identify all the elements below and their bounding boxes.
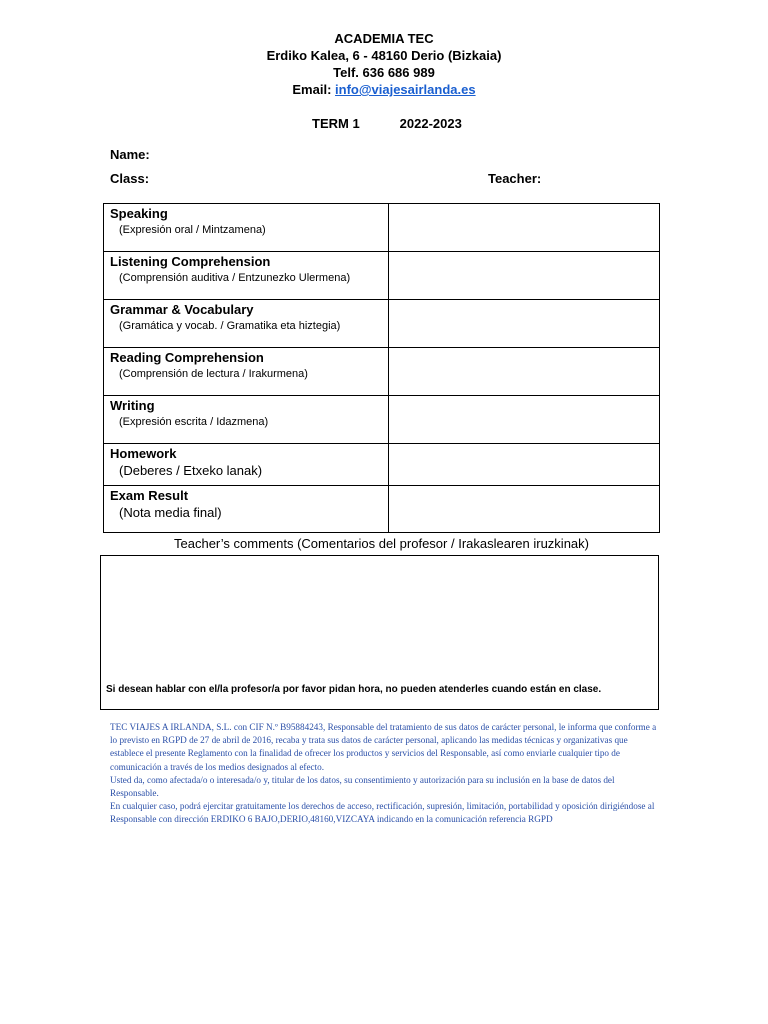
term-label: TERM 1 xyxy=(312,116,360,131)
subject-name: Listening Comprehension xyxy=(110,254,271,269)
letterhead xyxy=(0,30,768,98)
subject-name: Homework xyxy=(110,446,177,461)
grade-cell[interactable] xyxy=(389,204,660,252)
privacy-paragraph: En cualquier caso, podrá ejercitar gratuitamente los derechos de acceso, rectificación, supresión, limitación, portabilidad y oposición dirigiéndose al Responsable con dirección ERDIKO 6 BAJO,DERIO,48160,VIZCAYA indicando en la comunicación referencia RGPD xyxy=(110,801,655,825)
grade-cell[interactable] xyxy=(389,252,660,300)
subject-translation: (Nota media final) xyxy=(119,505,222,520)
subject-cell xyxy=(104,252,389,300)
subject-translation: (Gramática y vocab. / Gramatika eta hiztegia) xyxy=(119,320,341,332)
comments-box[interactable] xyxy=(100,555,659,710)
academy-phone: Telf. 636 686 989 xyxy=(333,65,435,80)
privacy-notice xyxy=(110,721,662,827)
subject-translation: (Expresión oral / Mintzamena) xyxy=(119,224,266,236)
table-row xyxy=(104,204,660,252)
table-row xyxy=(104,348,660,396)
grade-cell[interactable] xyxy=(389,348,660,396)
term-line xyxy=(312,116,462,131)
privacy-paragraph: TEC VIAJES A IRLANDA, S.L. con CIF N.º B95884243, Responsable del tratamiento de sus datos de carácter personal, le informa que conforme a lo previsto en RGPD de 27 de abril de 2016, recaba y trata sus datos de carácter personal, aplicando las medidas técnicas y organizativas que establece el presente Reglamento con la finalidad de ofrecer los productos y servicios del Responsable, así como enviarle cualquier tipo de comunicación a través de los medios designados al efecto. xyxy=(110,722,657,772)
subject-cell xyxy=(104,204,389,252)
grade-cell[interactable] xyxy=(389,444,660,486)
subject-name: Reading Comprehension xyxy=(110,350,264,365)
subject-translation: (Expresión escrita / Idazmena) xyxy=(119,416,269,428)
class-label: Class: xyxy=(110,171,150,186)
table-row xyxy=(104,444,660,486)
subject-name: Exam Result xyxy=(110,488,189,503)
subject-translation: (Comprensión auditiva / Entzunezko Ulermena) xyxy=(119,272,351,284)
teacher-label: Teacher: xyxy=(488,171,542,186)
grade-cell[interactable] xyxy=(389,300,660,348)
academy-name: ACADEMIA TEC xyxy=(334,31,434,46)
subject-name: Speaking xyxy=(110,206,168,221)
name-label: Name: xyxy=(110,147,150,162)
subject-cell xyxy=(104,444,389,486)
appointment-note: Si desean hablar con el/la profesor/a por favor pidan hora, no pueden atenderles cuando están en clase. xyxy=(106,684,602,695)
table-row xyxy=(104,486,660,533)
subject-translation: (Comprensión de lectura / Irakurmena) xyxy=(119,368,308,380)
subject-cell xyxy=(104,486,389,533)
privacy-paragraph: Usted da, como afectada/o o interesada/o y, titular de los datos, su consentimiento y autorización para su inclusión en la base de datos del Responsable. xyxy=(110,774,615,799)
comments-title: Teacher’s comments (Comentarios del profesor / Irakaslearen iruzkinak) xyxy=(174,536,589,551)
subject-cell xyxy=(104,348,389,396)
subject-cell xyxy=(104,300,389,348)
grade-cell[interactable] xyxy=(389,486,660,533)
subject-name: Writing xyxy=(110,398,155,413)
table-row xyxy=(104,396,660,444)
subject-cell xyxy=(104,396,389,444)
table-row xyxy=(104,300,660,348)
table-row xyxy=(104,252,660,300)
term-year: 2022-2023 xyxy=(399,116,462,131)
subject-name: Grammar & Vocabulary xyxy=(110,302,254,317)
grades-table xyxy=(103,203,660,533)
academy-address: Erdiko Kalea, 6 - 48160 Derio (Bizkaia) xyxy=(266,48,502,63)
academy-email-line xyxy=(0,81,768,98)
email-label: Email: xyxy=(292,82,336,97)
email-link[interactable]: info@viajesairlanda.es xyxy=(335,82,476,97)
subject-translation: (Deberes / Etxeko lanak) xyxy=(119,463,263,478)
grade-cell[interactable] xyxy=(389,396,660,444)
